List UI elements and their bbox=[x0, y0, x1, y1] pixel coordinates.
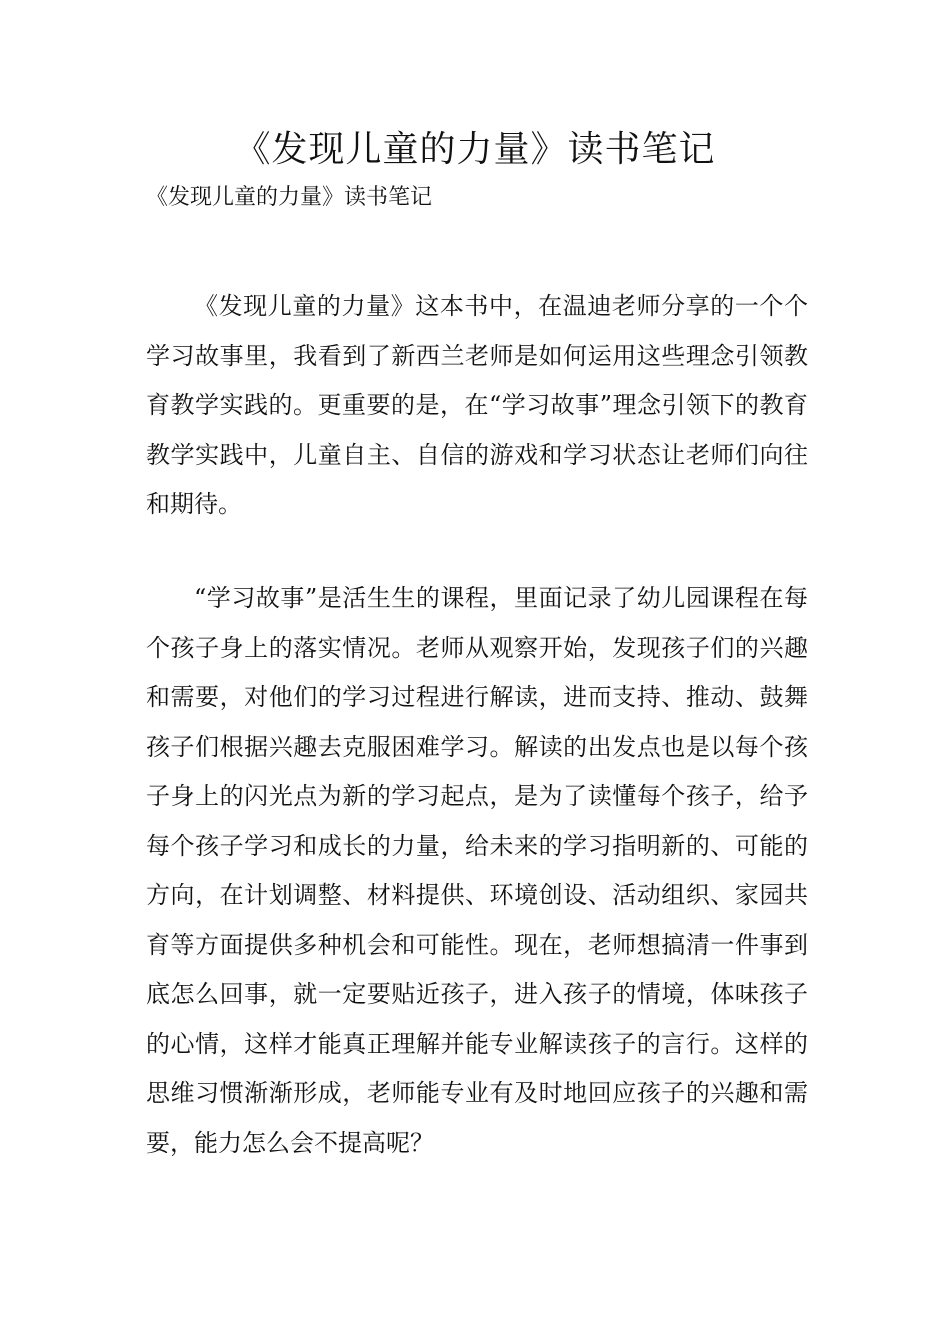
paragraph-1: 《发现儿童的力量》这本书中，在温迪老师分享的一个个学习故事里，我看到了新西兰老师是如何运用这些理念引领教育教学实践的。更重要的是，在“学习故事”理念引领下的教育教学实践中，儿童自主、自信的游戏和学习状态让老师们向往和期待。 bbox=[146, 292, 808, 518]
document-subtitle: 《发现儿童的力量》读书笔记 bbox=[146, 185, 433, 210]
paragraph-2: “学习故事”是活生生的课程，里面记录了幼儿园课程在每个孩子身上的落实情况。老师从观察开始，发现孩子们的兴趣和需要，对他们的学习过程进行解读，进而支持、推动、鼓舞孩子们根据兴趣去克服困难学习。解读的出发点也是以每个孩子身上的闪光点为新的学习起点，是为了读懂每个孩子，给予每个孩子学习和成长的力量，给未来的学习指明新的、可能的方向，在计划调整、材料提供、环境创设、活动组织、家园共育等方面提供多种机会和可能性。现在，老师想搞清一件事到底怎么回事，就一定要贴近孩子，进入孩子的情境，体味孩子的心情，这样才能真正理解并能专业解读孩子的言行。这样的思维习惯渐渐形成，老师能专业有及时地回应孩子的兴趣和需要，能力怎么会不提高呢？ bbox=[146, 584, 808, 1157]
document-title: 《发现儿童的力量》读书笔记 bbox=[234, 129, 716, 170]
